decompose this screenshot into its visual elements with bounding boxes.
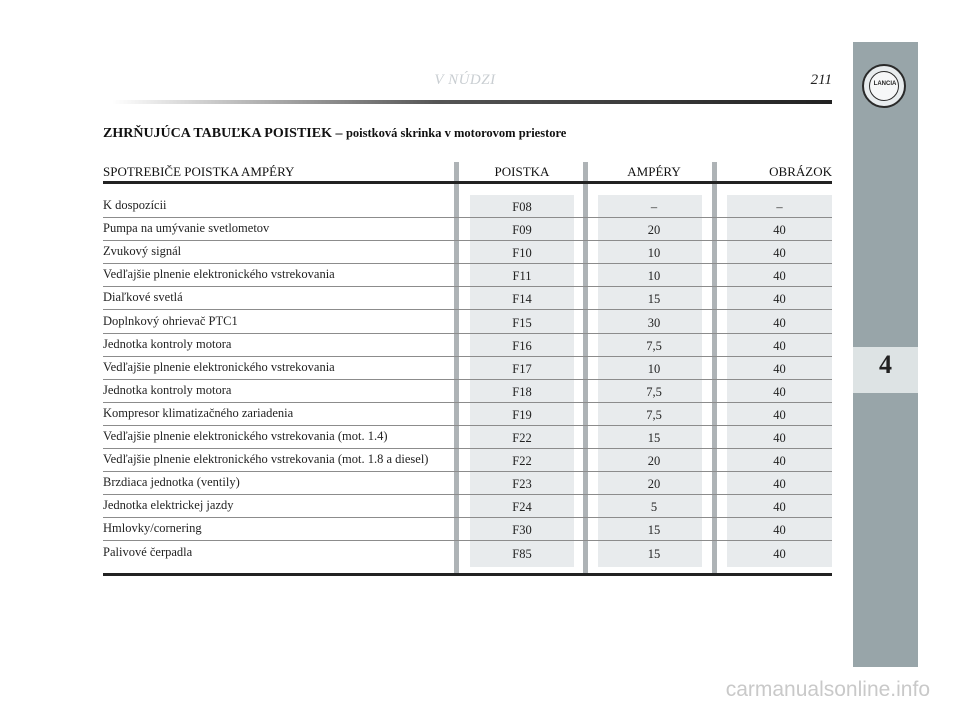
row-label: Jednotka kontroly motora bbox=[103, 336, 232, 351]
row-fuse: F22 bbox=[512, 454, 532, 469]
row-label: Palivové čerpadla bbox=[103, 544, 193, 559]
row-figure: 40 bbox=[773, 384, 786, 399]
row-amps: 15 bbox=[647, 523, 661, 538]
row-amps: 15 bbox=[647, 292, 661, 307]
row-divider bbox=[103, 494, 832, 495]
row-label: Vedľajšie plnenie elektronického vstrekovania (mot. 1.8 a diesel) bbox=[103, 452, 429, 467]
page-number: 211 bbox=[810, 72, 832, 88]
row-fuse: F19 bbox=[512, 407, 532, 422]
row-divider bbox=[103, 540, 832, 541]
row-divider bbox=[103, 425, 832, 426]
row-fuse: F23 bbox=[512, 477, 532, 492]
column-separator bbox=[712, 162, 717, 575]
row-amps: 30 bbox=[647, 315, 661, 330]
row-figure: 40 bbox=[773, 315, 786, 330]
col-header-consumers: SPOTREBIČE POISTKA AMPÉRY bbox=[103, 164, 295, 179]
row-amps: 10 bbox=[647, 246, 661, 261]
row-fuse: F09 bbox=[512, 223, 532, 238]
row-label: Pumpa na umývanie svetlometov bbox=[103, 221, 270, 236]
section-title bbox=[103, 126, 566, 142]
row-label: Kompresor klimatizačného zariadenia bbox=[103, 405, 294, 420]
row-divider bbox=[103, 309, 832, 310]
row-fuse: F11 bbox=[512, 269, 532, 284]
col-header-figure: OBRÁZOK bbox=[769, 164, 832, 179]
row-figure: 40 bbox=[773, 338, 786, 353]
row-fuse: F10 bbox=[512, 246, 532, 261]
row-amps: 15 bbox=[647, 431, 661, 445]
row-figure: 40 bbox=[773, 361, 786, 376]
row-figure: 40 bbox=[773, 269, 786, 284]
row-amps: 10 bbox=[647, 269, 661, 284]
section-title-main: ZHRŇUJÚCA TABUĽKA POISTIEK – bbox=[103, 126, 343, 141]
row-amps: 7,5 bbox=[646, 338, 662, 353]
row-amps: 20 bbox=[647, 454, 661, 469]
watermark: carmanualsonline.info bbox=[725, 678, 930, 701]
row-divider bbox=[103, 286, 832, 287]
row-fuse: F14 bbox=[512, 292, 532, 307]
row-fuse: F15 bbox=[512, 315, 532, 330]
row-divider bbox=[103, 263, 832, 264]
row-fuse: F85 bbox=[512, 546, 532, 561]
row-label: Jednotka kontroly motora bbox=[103, 382, 232, 397]
row-figure: 40 bbox=[773, 546, 786, 561]
col-header-amps: AMPÉRY bbox=[627, 164, 681, 179]
chapter-number: 4 bbox=[879, 350, 892, 379]
row-fuse: F08 bbox=[512, 200, 532, 214]
section-title-sub: poistková skrinka v motorovom priestore bbox=[345, 126, 567, 140]
column-separator bbox=[583, 162, 588, 575]
row-figure: 40 bbox=[773, 523, 786, 538]
row-label: K dospozícii bbox=[103, 198, 167, 212]
table-bottom-rule bbox=[103, 573, 832, 576]
row-divider bbox=[103, 517, 832, 518]
row-amps: 20 bbox=[647, 223, 661, 238]
row-amps: 10 bbox=[647, 361, 661, 376]
table-top-rule bbox=[103, 181, 832, 184]
row-figure: – bbox=[776, 200, 783, 214]
row-label: Hmlovky/cornering bbox=[103, 521, 202, 536]
row-label: Vedľajšie plnenie elektronického vstrekovania bbox=[103, 359, 335, 374]
row-figure: 40 bbox=[773, 477, 786, 492]
row-label: Diaľkové svetlá bbox=[103, 290, 183, 305]
row-label: Vedľajšie plnenie elektronického vstrekovania (mot. 1.4) bbox=[103, 429, 388, 443]
logo-text: LANCIA bbox=[873, 81, 897, 87]
row-divider bbox=[103, 379, 832, 380]
row-label: Zvukový signál bbox=[103, 244, 182, 259]
column-separator bbox=[454, 162, 459, 575]
row-amps: 7,5 bbox=[646, 384, 662, 399]
row-label: Brzdiaca jednotka (ventily) bbox=[103, 475, 240, 490]
row-fuse: F16 bbox=[512, 338, 532, 353]
row-divider bbox=[103, 402, 832, 403]
row-divider bbox=[103, 240, 832, 241]
row-fuse: F24 bbox=[512, 500, 532, 515]
running-header-title: V NÚDZI bbox=[434, 72, 496, 88]
row-amps: 15 bbox=[647, 546, 661, 561]
row-label: Vedľajšie plnenie elektronického vstrekovania bbox=[103, 267, 335, 282]
row-figure: 40 bbox=[773, 246, 786, 261]
row-divider bbox=[103, 356, 832, 357]
row-figure: 40 bbox=[773, 407, 786, 422]
row-divider bbox=[103, 217, 832, 218]
row-amps: 7,5 bbox=[646, 407, 662, 422]
row-figure: 40 bbox=[773, 431, 786, 445]
header-rule bbox=[112, 100, 832, 104]
row-figure: 40 bbox=[773, 223, 786, 238]
row-figure: 40 bbox=[773, 500, 786, 515]
row-divider bbox=[103, 448, 832, 449]
row-fuse: F22 bbox=[512, 431, 532, 445]
row-label: Doplnkový ohrievač PTC1 bbox=[103, 313, 238, 328]
row-amps: 5 bbox=[650, 500, 658, 515]
row-figure: 40 bbox=[773, 292, 786, 307]
row-amps: 20 bbox=[647, 477, 661, 492]
row-fuse: F17 bbox=[512, 361, 532, 376]
col-header-fuse: POISTKA bbox=[494, 164, 550, 179]
row-figure: 40 bbox=[773, 454, 786, 469]
row-divider bbox=[103, 333, 832, 334]
lancia-logo-icon bbox=[862, 64, 906, 108]
row-fuse: F30 bbox=[512, 523, 532, 538]
row-divider bbox=[103, 471, 832, 472]
row-label: Jednotka elektrickej jazdy bbox=[103, 498, 234, 513]
row-fuse: F18 bbox=[512, 384, 532, 399]
row-amps: – bbox=[650, 200, 658, 214]
